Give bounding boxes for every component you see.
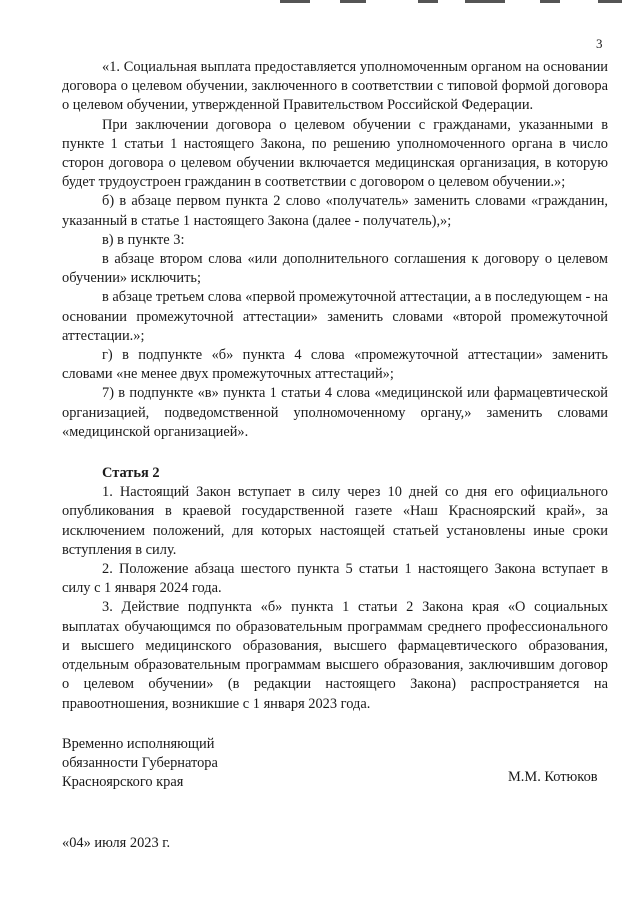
document-body: [62, 58, 608, 714]
paragraph: б) в абзаце первом пункта 2 слово «получатель» заменить словами «гражданин, указанный в статье 1 настоящего Закона (далее - получатель),»;: [62, 193, 608, 229]
paragraph: 3. Действие подпункта «б» пункта 1 статьи 2 Закона края «О социальных выплатах обучающимся по образовательным программам среднего профессионального и высшего медицинского образования, высшего фармацевтического образования, отдельным образовательным программам высшего образования, заключившим договор о целевом обучении» (в редакции настоящего Закона) распространяется на правоотношения, возникшие с 1 января 2023 года.: [62, 599, 608, 712]
signatory-position-line: Временно исполняющий: [62, 736, 215, 752]
paragraph: При заключении договора о целевом обучении с гражданами, указанными в пункте 1 статьи 1 настоящего Закона, по решению уполномоченного органа в число сторон договора о целевом обучении включается медицинская организация, в которую будет трудоустроен гражданин в соответствии с договором о целевом обучении.»;: [62, 116, 608, 191]
article-title: Статья 2: [102, 465, 160, 482]
signatory-position: [62, 735, 302, 793]
signatory-name: М.М. Котюков: [508, 769, 598, 785]
paragraph: в абзаце третьем слова «первой промежуточной аттестации, а в последующем - на основании промежуточной аттестации» заменить словами «второй промежуточной аттестации.»;: [62, 289, 608, 344]
document-date: «04» июля 2023 г.: [62, 835, 171, 851]
paragraph: 7) в подпункте «в» пункта 1 статьи 4 слова «медицинской или фармацевтической организацией, подведомственной уполномоченному органу,» заменить словами «медицинской организацией».: [62, 385, 608, 440]
paragraph: 1. Настоящий Закон вступает в силу через 10 дней со дня его официального опубликования в краевой государственной газете «Наш Красноярский край», за исключением положений, для которых настоящей статьей установлены иные сроки вступления в силу.: [62, 484, 608, 558]
paragraph: в абзаце втором слова «или дополнительного соглашения к договору о целевом обучении» исключить;: [62, 251, 608, 287]
paragraph: в) в пункте 3:: [102, 231, 185, 248]
paragraph: 2. Положение абзаца шестого пункта 5 статьи 1 настоящего Закона вступает в силу с 1 января 2024 года.: [62, 561, 608, 597]
paragraph: «1. Социальная выплата предоставляется уполномоченным органом на основании договора о целевом обучении, заключенного в соответствии с типовой формой договора о целевом обучении, утвержденной Правительством Российской Федерации.: [62, 59, 608, 114]
page-number: 3: [596, 36, 603, 51]
signatory-position-line: обязанности Губернатора: [62, 755, 218, 772]
signatory-position-line: Красноярского края: [62, 774, 184, 791]
scan-edge-marks: [0, 0, 640, 6]
paragraph: г) в подпункте «б» пункта 4 слова «промежуточной аттестации» заменить словами «не менее двух промежуточных аттестаций»;: [62, 347, 608, 383]
